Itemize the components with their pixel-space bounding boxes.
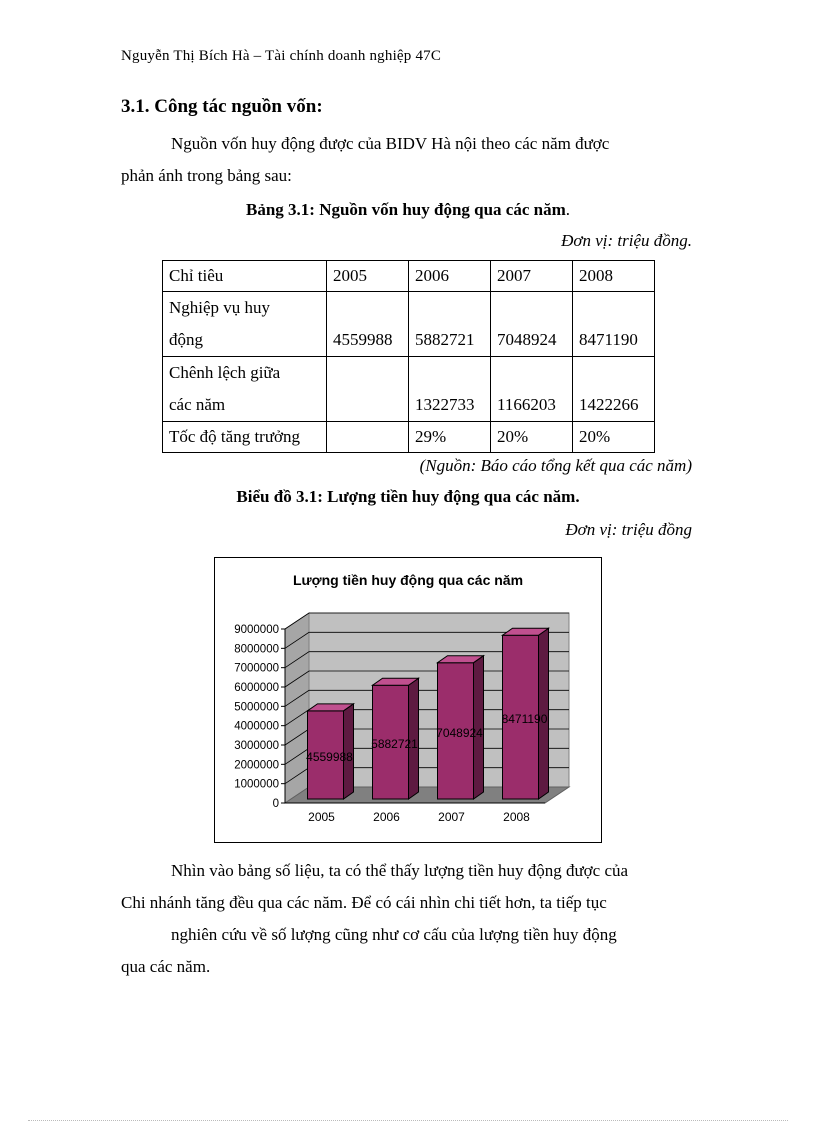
y-tick-label: 5000000	[234, 701, 279, 714]
y-tick-label: 9000000	[234, 624, 279, 636]
y-tick-label: 4000000	[234, 720, 279, 733]
chart-caption: Biểu đồ 3.1: Lượng tiền huy động qua các năm.	[236, 487, 580, 506]
table-row	[163, 357, 655, 422]
table-unit: Đơn vị: triệu đồng.	[561, 231, 692, 250]
x-tick-label: 2008	[503, 810, 530, 824]
row-label-bottom: động	[169, 330, 203, 349]
section-title: 3.1. Công tác nguồn vốn:	[121, 96, 323, 117]
table-cell: 8471190	[573, 292, 655, 357]
conclusion-line-3: nghiên cứu về số lượng cũng như cơ cấu của lượng tiền huy động	[171, 925, 617, 944]
header-cell: 2008	[573, 261, 655, 292]
table-cell: 5882721	[409, 292, 491, 357]
chart-unit: Đơn vị: triệu đồng	[565, 520, 692, 539]
intro-paragraph	[121, 128, 693, 192]
table-cell: 1322733	[409, 357, 491, 422]
table-header-row	[163, 261, 655, 292]
table-caption	[0, 200, 816, 220]
header-cell: Chỉ tiêu	[163, 261, 327, 292]
table-cell: 20%	[573, 422, 655, 453]
table-caption-text: Bảng 3.1: Nguồn vốn huy động qua các năm	[245, 200, 566, 219]
row-label-bottom: các năm	[169, 395, 226, 414]
intro-line-1: Nguồn vốn huy động được của BIDV Hà nội theo các năm được	[171, 134, 610, 153]
data-label: 7048924	[436, 725, 483, 740]
intro-line-2: phản ánh trong bảng sau:	[121, 166, 292, 185]
row-label	[163, 357, 327, 422]
table-cell: 1166203	[491, 357, 573, 422]
bar-chart	[215, 558, 601, 842]
conclusion-line-1: Nhìn vào bảng số liệu, ta có thể thấy lượng tiền huy động được của	[171, 861, 629, 880]
header-cell: 2005	[327, 261, 409, 292]
table-caption-period: .	[565, 200, 571, 219]
chart-frame	[214, 557, 602, 843]
table-cell: 20%	[491, 422, 573, 453]
y-tick-label: 7000000	[234, 662, 279, 675]
y-tick-label: 3000000	[234, 740, 279, 752]
data-label: 5882721	[371, 737, 418, 752]
table-cell: 1422266	[573, 357, 655, 422]
row-label-top: Nghiệp vụ huy	[169, 298, 271, 317]
table-cell	[327, 357, 409, 422]
header-cell: 2007	[491, 261, 573, 292]
page-bottom-divider	[28, 1120, 788, 1121]
y-tick-label: 8000000	[234, 643, 279, 656]
y-tick-label: 2000000	[234, 759, 279, 772]
chart-side-wall	[285, 613, 309, 803]
table-cell: 4559988	[327, 292, 409, 357]
row-label-top: Chênh lệch giữa	[169, 363, 281, 382]
row-label	[163, 292, 327, 357]
table-cell: 7048924	[491, 292, 573, 357]
table-cell: 29%	[409, 422, 491, 453]
y-tick-label: 1000000	[234, 778, 279, 791]
x-tick-label: 2007	[438, 810, 465, 824]
conclusion-line-4: qua các năm.	[121, 957, 211, 976]
conclusion-line-2: Chi nhánh tăng đều qua các năm. Để có cái nhìn chi tiết hơn, ta tiếp tục	[121, 893, 607, 912]
table-source: (Nguồn: Báo cáo tổng kết qua các năm)	[419, 456, 692, 475]
table-cell	[327, 422, 409, 453]
funding-table	[162, 260, 655, 453]
x-tick-label: 2006	[373, 810, 400, 824]
y-tick-label: 6000000	[234, 682, 279, 694]
y-tick-label: 0	[272, 798, 279, 810]
data-label: 4559988	[306, 749, 353, 764]
conclusion-paragraph	[121, 855, 693, 983]
table-row	[163, 292, 655, 357]
header-cell: 2006	[409, 261, 491, 292]
table-row	[163, 422, 655, 453]
x-tick-label: 2005	[308, 810, 335, 824]
data-label: 8471190	[501, 712, 548, 727]
chart-title: Lượng tiền huy động qua các năm	[292, 572, 524, 588]
page-header: Nguyễn Thị Bích Hà – Tài chính doanh nghiệp 47C	[121, 48, 442, 64]
row-label: Tốc độ tăng trưởng	[163, 422, 327, 453]
